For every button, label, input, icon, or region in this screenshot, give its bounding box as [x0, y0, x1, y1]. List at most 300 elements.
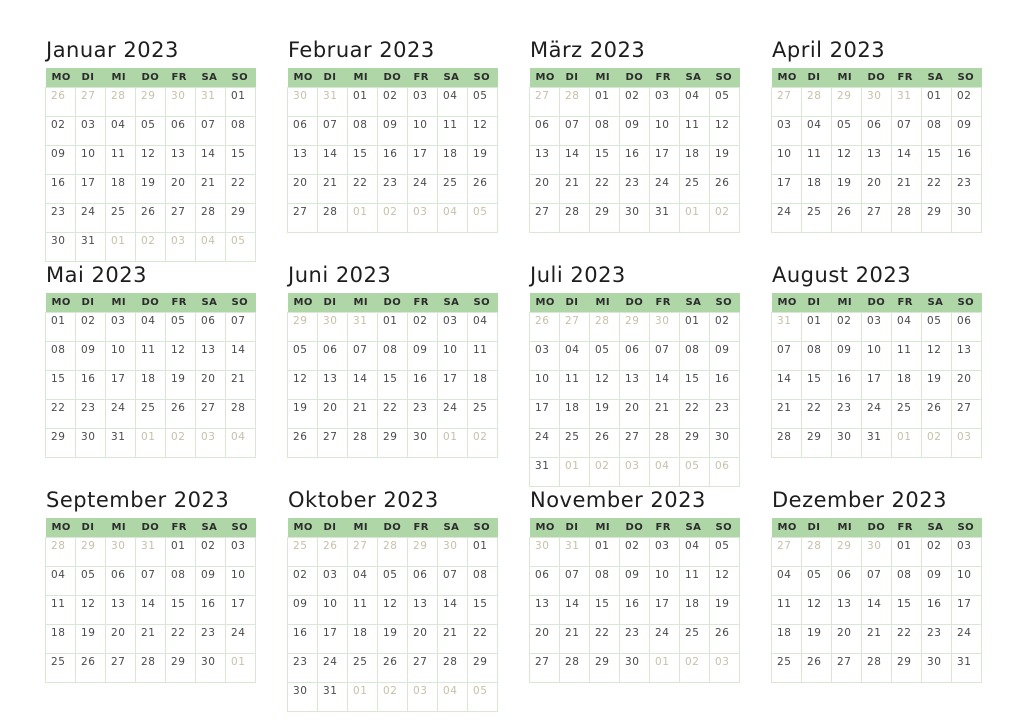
adjacent-day-cell: 27	[772, 538, 802, 567]
day-cell: 24	[650, 175, 680, 204]
month-weeks	[772, 88, 982, 233]
day-cell: 27	[318, 429, 348, 458]
day-cell: 23	[46, 204, 76, 233]
adjacent-day-cell: 30	[650, 313, 680, 342]
day-cell: 12	[136, 146, 166, 175]
week-row	[288, 596, 498, 625]
day-cell: 21	[560, 625, 590, 654]
day-cell: 03	[772, 117, 802, 146]
weekday-header: SA	[196, 68, 226, 88]
week-row	[772, 146, 982, 175]
month-block	[771, 488, 982, 683]
weekday-header: DI	[76, 68, 106, 88]
day-cell: 22	[590, 175, 620, 204]
day-cell: 15	[166, 596, 196, 625]
week-row	[46, 654, 256, 683]
day-cell: 06	[952, 313, 982, 342]
day-cell: 19	[468, 146, 498, 175]
day-cell: 09	[76, 342, 106, 371]
day-cell: 09	[710, 342, 740, 371]
day-cell: 07	[226, 313, 256, 342]
weekday-header: DI	[560, 68, 590, 88]
weekday-header: DO	[136, 68, 166, 88]
day-cell: 27	[408, 654, 438, 683]
weekday-header: DO	[862, 518, 892, 538]
day-cell: 14	[226, 342, 256, 371]
day-cell: 20	[952, 371, 982, 400]
day-cell: 26	[136, 204, 166, 233]
day-cell: 12	[166, 342, 196, 371]
month-weeks	[530, 538, 740, 683]
day-cell: 28	[650, 429, 680, 458]
adjacent-day-cell: 05	[468, 204, 498, 233]
adjacent-day-cell: 28	[560, 88, 590, 117]
weekday-header: DI	[560, 518, 590, 538]
weekday-header: MI	[106, 68, 136, 88]
adjacent-day-cell: 27	[348, 538, 378, 567]
day-cell: 07	[560, 117, 590, 146]
day-cell: 07	[318, 117, 348, 146]
weekday-header: MI	[832, 68, 862, 88]
weekday-header: MI	[590, 518, 620, 538]
day-cell: 18	[772, 625, 802, 654]
day-cell: 22	[590, 625, 620, 654]
day-cell: 11	[46, 596, 76, 625]
day-cell: 28	[136, 654, 166, 683]
week-row	[530, 458, 740, 487]
weekday-header: FR	[892, 68, 922, 88]
month-weeks	[46, 538, 256, 683]
day-cell: 21	[560, 175, 590, 204]
day-cell: 22	[46, 400, 76, 429]
day-cell: 23	[952, 175, 982, 204]
week-row	[288, 342, 498, 371]
weekday-header: MI	[348, 293, 378, 313]
day-cell: 01	[226, 88, 256, 117]
day-cell: 14	[560, 596, 590, 625]
month-title: Oktober 2023	[288, 488, 439, 512]
day-cell: 30	[620, 204, 650, 233]
weekday-header-row	[530, 293, 740, 313]
adjacent-day-cell: 27	[560, 313, 590, 342]
day-cell: 21	[318, 175, 348, 204]
day-cell: 15	[348, 146, 378, 175]
day-cell: 04	[348, 567, 378, 596]
day-cell: 10	[952, 567, 982, 596]
weekday-header: FR	[166, 293, 196, 313]
day-cell: 01	[922, 88, 952, 117]
month-weeks	[46, 88, 256, 262]
day-cell: 13	[952, 342, 982, 371]
week-row	[530, 175, 740, 204]
weekday-header: MO	[772, 68, 802, 88]
day-cell: 03	[408, 88, 438, 117]
adjacent-day-cell: 02	[468, 429, 498, 458]
adjacent-day-cell: 06	[710, 458, 740, 487]
day-cell: 09	[288, 596, 318, 625]
weekday-header: SA	[438, 293, 468, 313]
day-cell: 05	[76, 567, 106, 596]
day-cell: 06	[106, 567, 136, 596]
day-cell: 19	[832, 175, 862, 204]
week-row	[46, 146, 256, 175]
day-cell: 16	[196, 596, 226, 625]
day-cell: 25	[136, 400, 166, 429]
adjacent-day-cell: 27	[530, 88, 560, 117]
adjacent-day-cell: 25	[288, 538, 318, 567]
adjacent-day-cell: 01	[438, 429, 468, 458]
adjacent-day-cell: 01	[226, 654, 256, 683]
day-cell: 11	[560, 371, 590, 400]
day-cell: 18	[560, 400, 590, 429]
month-block	[45, 38, 256, 262]
weekday-header: MO	[288, 68, 318, 88]
day-cell: 28	[196, 204, 226, 233]
week-row	[46, 538, 256, 567]
day-cell: 21	[772, 400, 802, 429]
adjacent-day-cell: 02	[590, 458, 620, 487]
day-cell: 10	[650, 117, 680, 146]
day-cell: 22	[922, 175, 952, 204]
day-cell: 23	[196, 625, 226, 654]
month-block	[529, 488, 740, 683]
day-cell: 06	[318, 342, 348, 371]
weekday-header: DI	[318, 68, 348, 88]
adjacent-day-cell: 29	[76, 538, 106, 567]
month-weeks	[288, 313, 498, 458]
month-block	[529, 263, 740, 487]
day-cell: 16	[952, 146, 982, 175]
day-cell: 04	[802, 117, 832, 146]
day-cell: 22	[680, 400, 710, 429]
day-cell: 18	[46, 625, 76, 654]
day-cell: 02	[710, 313, 740, 342]
day-cell: 30	[832, 429, 862, 458]
day-cell: 25	[680, 625, 710, 654]
day-cell: 03	[952, 538, 982, 567]
day-cell: 26	[802, 654, 832, 683]
day-cell: 12	[710, 117, 740, 146]
adjacent-day-cell: 02	[922, 429, 952, 458]
adjacent-day-cell: 02	[378, 683, 408, 712]
day-cell: 16	[76, 371, 106, 400]
day-cell: 09	[378, 117, 408, 146]
month-table	[529, 293, 740, 487]
day-cell: 17	[862, 371, 892, 400]
week-row	[46, 233, 256, 262]
day-cell: 26	[288, 429, 318, 458]
day-cell: 12	[76, 596, 106, 625]
day-cell: 08	[590, 117, 620, 146]
week-row	[530, 625, 740, 654]
day-cell: 09	[952, 117, 982, 146]
month-block	[45, 488, 256, 683]
day-cell: 18	[892, 371, 922, 400]
day-cell: 07	[348, 342, 378, 371]
week-row	[772, 596, 982, 625]
week-row	[288, 117, 498, 146]
month-block	[287, 488, 498, 712]
adjacent-day-cell: 31	[772, 313, 802, 342]
day-cell: 05	[802, 567, 832, 596]
week-row	[530, 371, 740, 400]
day-cell: 29	[922, 204, 952, 233]
month-title: September 2023	[46, 488, 230, 512]
day-cell: 30	[408, 429, 438, 458]
month-weeks	[46, 313, 256, 458]
day-cell: 19	[288, 400, 318, 429]
day-cell: 07	[772, 342, 802, 371]
weekday-header: SA	[922, 293, 952, 313]
day-cell: 05	[136, 117, 166, 146]
weekday-header: MO	[530, 518, 560, 538]
adjacent-day-cell: 30	[438, 538, 468, 567]
weekday-header: DI	[76, 293, 106, 313]
weekday-header: SO	[710, 293, 740, 313]
month-table	[529, 518, 740, 683]
month-title: Januar 2023	[46, 38, 179, 62]
day-cell: 18	[802, 175, 832, 204]
adjacent-day-cell: 30	[530, 538, 560, 567]
day-cell: 25	[468, 400, 498, 429]
month-weeks	[288, 88, 498, 233]
weekday-header: DI	[802, 68, 832, 88]
week-row	[530, 88, 740, 117]
day-cell: 23	[620, 625, 650, 654]
day-cell: 23	[620, 175, 650, 204]
day-cell: 31	[650, 204, 680, 233]
day-cell: 07	[136, 567, 166, 596]
week-row	[288, 625, 498, 654]
day-cell: 15	[802, 371, 832, 400]
day-cell: 07	[862, 567, 892, 596]
week-row	[530, 204, 740, 233]
day-cell: 21	[136, 625, 166, 654]
adjacent-day-cell: 29	[408, 538, 438, 567]
week-row	[46, 204, 256, 233]
day-cell: 31	[318, 683, 348, 712]
day-cell: 18	[106, 175, 136, 204]
day-cell: 15	[922, 146, 952, 175]
day-cell: 02	[76, 313, 106, 342]
adjacent-day-cell: 02	[136, 233, 166, 262]
adjacent-day-cell: 26	[318, 538, 348, 567]
week-row	[46, 117, 256, 146]
day-cell: 17	[650, 596, 680, 625]
weekday-header: MI	[590, 293, 620, 313]
day-cell: 31	[862, 429, 892, 458]
month-title: November 2023	[530, 488, 706, 512]
adjacent-day-cell: 01	[680, 204, 710, 233]
week-row	[288, 400, 498, 429]
day-cell: 18	[438, 146, 468, 175]
day-cell: 06	[530, 117, 560, 146]
day-cell: 08	[892, 567, 922, 596]
adjacent-day-cell: 28	[378, 538, 408, 567]
day-cell: 11	[680, 567, 710, 596]
week-row	[772, 429, 982, 458]
weekday-header: SA	[196, 518, 226, 538]
day-cell: 17	[952, 596, 982, 625]
day-cell: 04	[680, 538, 710, 567]
weekday-header: FR	[650, 68, 680, 88]
day-cell: 26	[922, 400, 952, 429]
day-cell: 20	[620, 400, 650, 429]
day-cell: 16	[710, 371, 740, 400]
weekday-header: DO	[862, 293, 892, 313]
day-cell: 12	[288, 371, 318, 400]
day-cell: 04	[438, 88, 468, 117]
day-cell: 29	[166, 654, 196, 683]
day-cell: 20	[288, 175, 318, 204]
day-cell: 09	[196, 567, 226, 596]
day-cell: 16	[620, 596, 650, 625]
weekday-header: SA	[680, 68, 710, 88]
week-row	[530, 596, 740, 625]
day-cell: 24	[408, 175, 438, 204]
adjacent-day-cell: 05	[680, 458, 710, 487]
day-cell: 14	[318, 146, 348, 175]
day-cell: 25	[348, 654, 378, 683]
weekday-header: SA	[680, 518, 710, 538]
day-cell: 06	[620, 342, 650, 371]
day-cell: 03	[650, 538, 680, 567]
day-cell: 15	[680, 371, 710, 400]
adjacent-day-cell: 31	[348, 313, 378, 342]
weekday-header: SA	[438, 518, 468, 538]
weekday-header: DI	[560, 293, 590, 313]
adjacent-day-cell: 28	[106, 88, 136, 117]
day-cell: 02	[620, 538, 650, 567]
day-cell: 07	[650, 342, 680, 371]
day-cell: 26	[832, 204, 862, 233]
week-row	[772, 538, 982, 567]
month-table	[287, 518, 498, 712]
day-cell: 27	[106, 654, 136, 683]
adjacent-day-cell: 01	[106, 233, 136, 262]
weekday-header: DO	[862, 68, 892, 88]
weekday-header: FR	[408, 293, 438, 313]
day-cell: 20	[166, 175, 196, 204]
day-cell: 16	[378, 146, 408, 175]
day-cell: 30	[76, 429, 106, 458]
month-table	[45, 293, 256, 458]
day-cell: 07	[438, 567, 468, 596]
day-cell: 01	[892, 538, 922, 567]
day-cell: 29	[590, 204, 620, 233]
week-row	[530, 429, 740, 458]
weekday-header: DO	[620, 68, 650, 88]
weekday-header-row	[772, 293, 982, 313]
day-cell: 02	[408, 313, 438, 342]
month-block	[45, 263, 256, 458]
day-cell: 28	[438, 654, 468, 683]
day-cell: 17	[408, 146, 438, 175]
weekday-header: FR	[166, 518, 196, 538]
day-cell: 20	[196, 371, 226, 400]
day-cell: 27	[196, 400, 226, 429]
weekday-header-row	[530, 68, 740, 88]
day-cell: 23	[922, 625, 952, 654]
week-row	[46, 400, 256, 429]
adjacent-day-cell: 04	[438, 683, 468, 712]
week-row	[288, 371, 498, 400]
day-cell: 15	[590, 146, 620, 175]
week-row	[288, 313, 498, 342]
day-cell: 11	[772, 596, 802, 625]
day-cell: 22	[166, 625, 196, 654]
day-cell: 10	[772, 146, 802, 175]
day-cell: 26	[590, 429, 620, 458]
day-cell: 18	[136, 371, 166, 400]
adjacent-day-cell: 31	[196, 88, 226, 117]
day-cell: 02	[288, 567, 318, 596]
week-row	[772, 117, 982, 146]
day-cell: 17	[318, 625, 348, 654]
month-table	[771, 293, 982, 458]
day-cell: 02	[378, 88, 408, 117]
day-cell: 13	[530, 596, 560, 625]
weekday-header: FR	[650, 518, 680, 538]
day-cell: 21	[438, 625, 468, 654]
day-cell: 03	[438, 313, 468, 342]
day-cell: 09	[832, 342, 862, 371]
day-cell: 16	[832, 371, 862, 400]
day-cell: 04	[680, 88, 710, 117]
day-cell: 13	[106, 596, 136, 625]
day-cell: 14	[136, 596, 166, 625]
weekday-header: DI	[318, 293, 348, 313]
day-cell: 10	[106, 342, 136, 371]
day-cell: 15	[46, 371, 76, 400]
day-cell: 27	[862, 204, 892, 233]
day-cell: 19	[710, 596, 740, 625]
day-cell: 20	[862, 175, 892, 204]
adjacent-day-cell: 02	[378, 204, 408, 233]
day-cell: 19	[166, 371, 196, 400]
day-cell: 21	[226, 371, 256, 400]
weekday-header-row	[772, 518, 982, 538]
day-cell: 25	[802, 204, 832, 233]
month-weeks	[772, 538, 982, 683]
day-cell: 14	[862, 596, 892, 625]
weekday-header: MO	[46, 518, 76, 538]
weekday-header: SO	[468, 293, 498, 313]
day-cell: 17	[76, 175, 106, 204]
day-cell: 30	[46, 233, 76, 262]
adjacent-day-cell: 31	[560, 538, 590, 567]
day-cell: 29	[46, 429, 76, 458]
month-title: Mai 2023	[46, 263, 147, 287]
week-row	[772, 313, 982, 342]
weekday-header: MO	[46, 293, 76, 313]
day-cell: 06	[408, 567, 438, 596]
week-row	[46, 596, 256, 625]
adjacent-day-cell: 27	[772, 88, 802, 117]
day-cell: 06	[288, 117, 318, 146]
day-cell: 08	[166, 567, 196, 596]
day-cell: 28	[348, 429, 378, 458]
day-cell: 20	[530, 625, 560, 654]
adjacent-day-cell: 03	[408, 204, 438, 233]
day-cell: 09	[46, 146, 76, 175]
day-cell: 01	[590, 538, 620, 567]
day-cell: 30	[196, 654, 226, 683]
weekday-header: SO	[468, 518, 498, 538]
week-row	[772, 342, 982, 371]
day-cell: 05	[288, 342, 318, 371]
day-cell: 19	[378, 625, 408, 654]
